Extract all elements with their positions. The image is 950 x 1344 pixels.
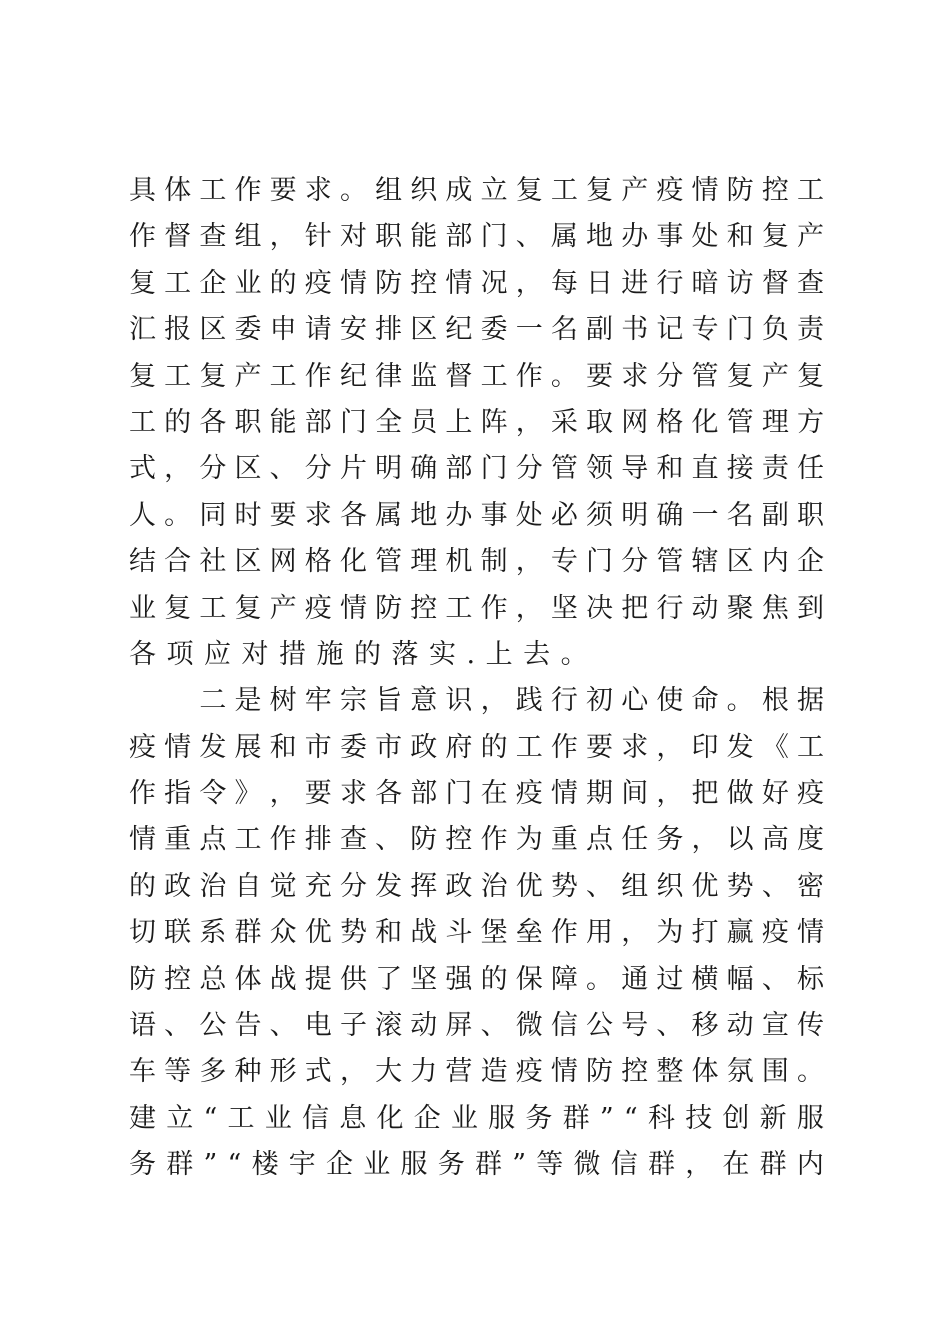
- text-line: 复 工 复 产 工 作 纪 律 监 督 工 作 。 要 求 分 管 复 产 复: [129, 360, 824, 392]
- text-line: 结 合 社 区 网 格 化 管 理 机 制 ， 专 门 分 管 辖 区 内 企: [129, 546, 824, 578]
- text-line: 具 体 工 作 要 求 。 组 织 成 立 复 工 复 产 疫 情 防 控 工: [129, 175, 824, 206]
- text-line: 语 、 公 告 、 电 子 滚 动 屏 、 微 信 公 号 、 移 动 宣 传: [129, 1010, 824, 1042]
- text-line: 业 复 工 复 产 疫 情 防 控 工 作 ， 坚 决 把 行 动 聚 焦 到: [129, 592, 824, 624]
- text-line: 式 ， 分 区 、 分 片 明 确 部 门 分 管 领 导 和 直 接 责 任: [129, 453, 824, 485]
- text-line: 情 重 点 工 作 排 查 、 防 控 作 为 重 点 任 务 ， 以 高 度: [129, 824, 824, 856]
- text-line: 车 等 多 种 形 式 ， 大 力 营 造 疫 情 防 控 整 体 氛 围 。: [129, 1056, 824, 1088]
- text-line: 的 政 治 自 觉 充 分 发 挥 政 治 优 势 、 组 织 优 势 、 密: [129, 870, 824, 902]
- text-line: 务 群 ” “ 楼 宇 企 业 服 务 群 ” 等 微 信 群 ， 在 群 内: [129, 1149, 824, 1181]
- text-line: 切 联 系 群 众 优 势 和 战 斗 堡 垒 作 用 ， 为 打 赢 疫 情: [129, 917, 824, 949]
- text-line: 作 指 令 》 ， 要 求 各 部 门 在 疫 情 期 间 ， 把 做 好 疫: [129, 778, 824, 810]
- paragraph-end-line: 各项应对措施的落实.上去。: [129, 638, 599, 670]
- text-line: 作 督 查 组 ， 针 对 职 能 部 门 、 属 地 办 事 处 和 复 产: [129, 221, 824, 253]
- text-line: 人 。 同 时 要 求 各 属 地 办 事 处 必 须 明 确 一 名 副 职: [129, 499, 824, 531]
- text-line: 防 控 总 体 战 提 供 了 坚 强 的 保 障 。 通 过 横 幅 、 标: [129, 963, 824, 995]
- text-line: 工 的 各 职 能 部 门 全 员 上 阵 ， 采 取 网 格 化 管 理 方: [129, 406, 824, 438]
- text-line: 汇 报 区 委 申 请 安 排 区 纪 委 一 名 副 书 记 专 门 负 责: [129, 314, 824, 346]
- paragraph-start-line: 二 是 树 牢 宗 旨 意 识 ， 践 行 初 心 使 命 。 根 据: [199, 685, 824, 717]
- text-line: 建 立 “ 工 业 信 息 化 企 业 服 务 群 ” “ 科 技 创 新 服: [129, 1102, 824, 1134]
- body-text: [129, 168, 824, 1189]
- text-line: 疫 情 发 展 和 市 委 市 政 府 的 工 作 要 求 ， 印 发 《 工: [129, 731, 824, 763]
- text-line: 复 工 企 业 的 疫 情 防 控 情 况 ， 每 日 进 行 暗 访 督 查: [129, 267, 824, 299]
